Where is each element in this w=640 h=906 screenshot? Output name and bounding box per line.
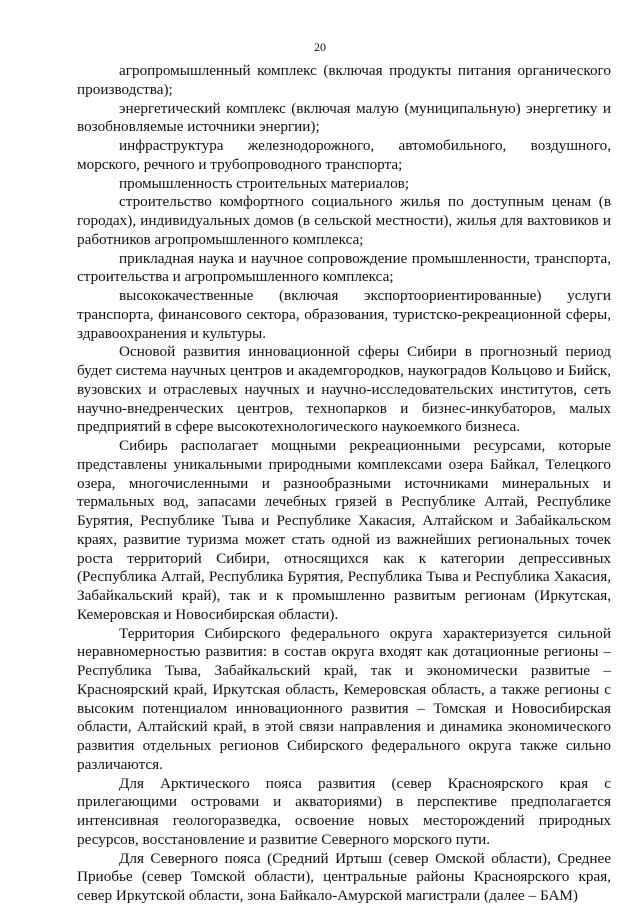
paragraph-innovation: Основой развития инновационной сферы Сибири в прогнозный период будет система научных центров и академгородков, наукоградов Кольцово и Бийск, вузовских и отраслевых научных и научно-исследовательских институтов, сеть научно-внедренческих центров, технопарков и бизнес-инкубаторов, малых предприятий в сфере высокотехнологического наукоемкого бизнеса. <box>77 343 611 436</box>
paragraph-energy: энергетический комплекс (включая малую (муниципальную) энергетику и возобновляемые источники энергии); <box>77 99 611 136</box>
paragraph-agro: агропромышленный комплекс (включая продукты питания органического производства); <box>77 62 611 98</box>
paragraph-transport-infrastructure: инфраструктура железнодорожного, автомобильного, воздушного, морского, речного и трубопроводного транспорта; <box>77 137 611 173</box>
paragraph-recreation: Сибирь располагает мощными рекреационными ресурсами, которые представлены уникальными природными комплексами озера Байкал, Телецкого озера, многочисленными и разнообразными источниками минеральных и термальных вод, запасами лечебных грязей в Республике Алтай, Республике Бурятия, Республике Тыва и Республике Хакасия, Алтайском и Забайкальском краях, развитие туризма может стать одной из важнейших региональных точек роста территорий Сибири, относящихся как к категории депрессивных (Республика Алтай, Республика Бурятия, Республика Тыва и Республика Хакасия, Забайкальский край), так и к промышленно развитым регионам (Иркутская, Кемеровская и Новосибирская области). <box>77 437 611 623</box>
paragraph-northern-belt: Для Северного пояса (Средний Иртыш (север Омской области), Среднее Приобье (север Томской области), центральные районы Красноярского края, север Иркутской области, зона Байкало-Амурской магистрали (далее – БАМ) <box>77 849 611 904</box>
document-body <box>77 62 611 906</box>
paragraph-applied-science: прикладная наука и научное сопровождение промышленности, транспорта, строительства и агропромышленного комплекса; <box>77 249 611 286</box>
paragraph-arctic-belt: Для Арктического пояса развития (север Красноярского края с прилегающими островами и акваториями) в перспективе предполагается интенсивная геологоразведка, освоение новых месторождений природных ресурсов, восстановление и развитие Северного морского пути. <box>77 774 611 848</box>
paragraph-territory: Территория Сибирского федерального округа характеризуется сильной неравномерностью развития: в состав округа входят как дотационные регионы – Республика Тыва, Забайкальский край, так и экономически развитые – Красноярский край, Иркутская область, Кемеровская область, а также регионы с высоким потенциалом инновационного развития – Томская и Новосибирская области, Алтайский край, в этой связи направления и динамика экономического развития отдельных регионов Сибирского федерального округа также сильно различаются. <box>77 624 611 773</box>
paragraph-building-materials: промышленность строительных материалов; <box>119 174 410 192</box>
page-number: 20 <box>314 40 326 54</box>
paragraph-services: высококачественные (включая экспортоориентированные) услуги транспорта, финансового сектора, образования, туристско-рекреационной сферы, здравоохранения и культуры. <box>77 287 611 342</box>
paragraph-housing: строительство комфортного социального жилья по доступным ценам (в городах), индивидуальных домов (в сельской местности), жилья для вахтовиков и работников агропромышленного комплекса; <box>77 193 611 248</box>
